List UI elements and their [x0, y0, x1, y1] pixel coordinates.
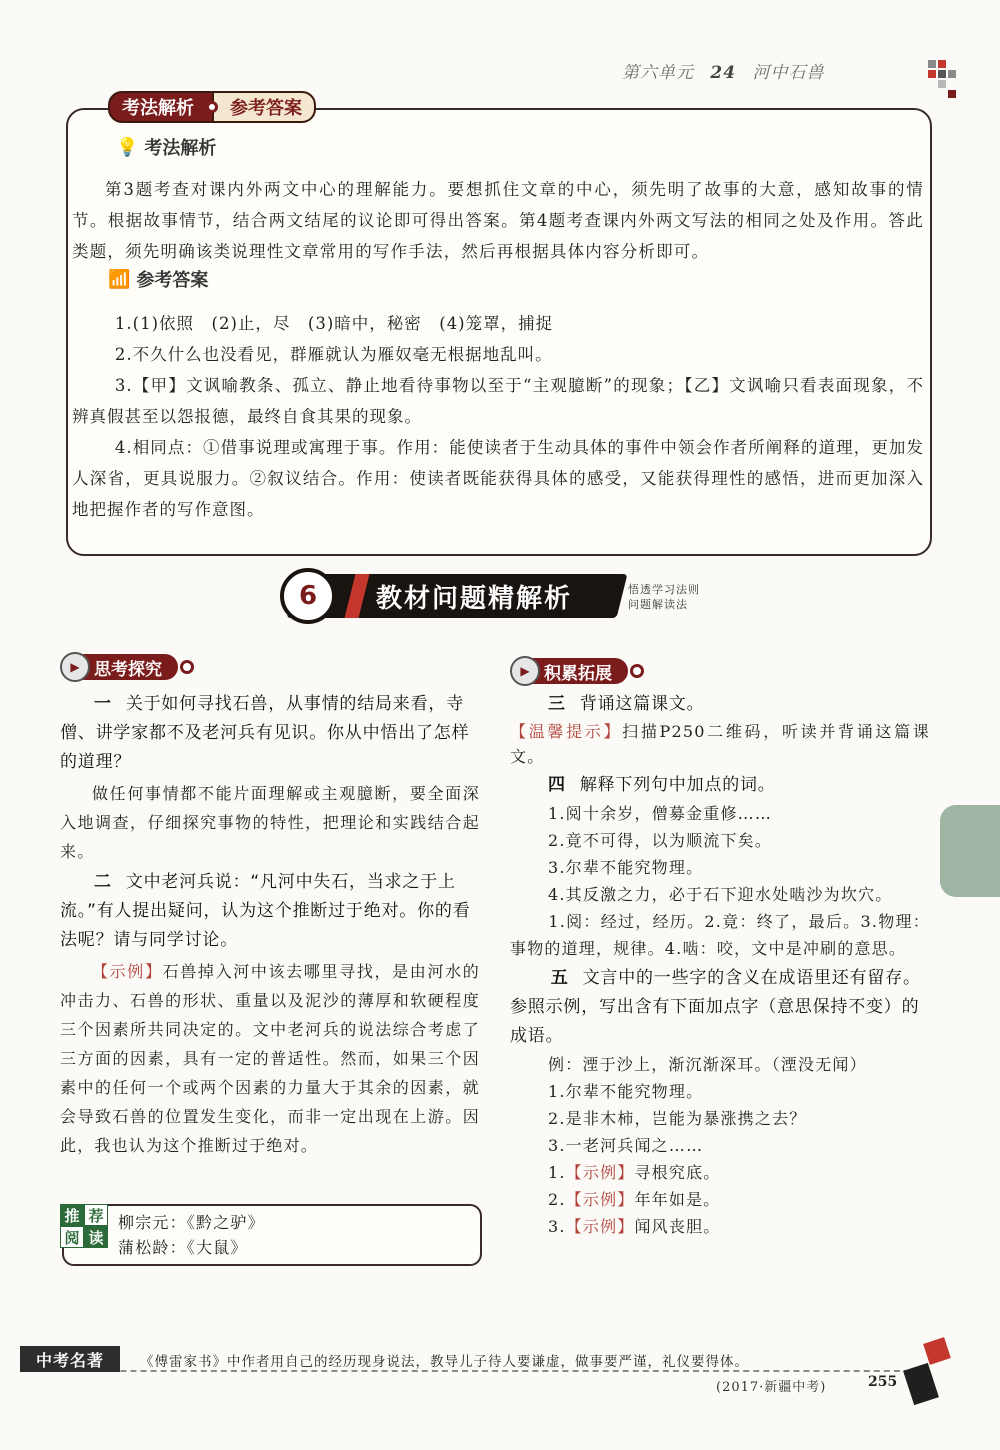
analysis-text: 第3题考查对课内外两文中心的理解能力。要想抓住文章的中心，须先明了故事的大意，感知故事的情节。根据故事情节，结合两文结尾的议论即可得出答案。第4题考查课内外两文写法的相同之处及作用。答此类题，须先明确该类说理性文章常用的写作手法，然后再根据具体内容分析即可。: [72, 180, 924, 261]
section-tag-accumulate: ▶ 积累拓展: [514, 656, 644, 686]
question-5-answer: 1.【示例】寻根究底。: [548, 1163, 721, 1182]
right-column-content: [510, 690, 930, 1240]
lightbulb-icon: 💡: [116, 136, 139, 158]
recommended-item: 柳宗元：《黔之驴》: [118, 1213, 265, 1232]
header-decoration: [948, 90, 956, 98]
corner-decoration: [903, 1363, 939, 1405]
lesson-number: 24: [710, 63, 737, 83]
banner-number: 6: [280, 568, 336, 624]
list-item: 3.尔辈不能究物理。: [548, 858, 704, 877]
section-banner: [272, 564, 712, 624]
recommended-reading-badge: 推 荐 阅 读: [60, 1204, 108, 1248]
footer-text: 《傅雷家书》中作者用自己的经历现身说法，教导儿子待人要谦虚，做事要严谨，礼仪要得体。: [140, 1354, 749, 1370]
question-3: 三 背诵这篇课文。: [548, 694, 705, 714]
lesson-title: 河中石兽: [752, 63, 825, 83]
page-number: 255: [868, 1374, 898, 1390]
corner-decoration: [923, 1337, 951, 1365]
tab-analysis: 考法解析: [108, 91, 214, 123]
example-label: 【示例】: [92, 962, 163, 981]
list-item: 2.是非木柿，岂能为暴涨携之去？: [548, 1109, 807, 1128]
left-column-content: [60, 690, 480, 1160]
answer-item: 1.(1)依照 (2)止，尽 (3)暗中，秘密 (4)笼罩，捕捉: [114, 314, 554, 333]
side-thumb-tab: [940, 805, 1000, 897]
banner-subtitle: 悟透学习法则 问题解读法: [628, 583, 700, 611]
answer-item: 2.不久什么也没看见，群雁就认为雁奴毫无根据地乱叫。: [114, 345, 553, 364]
header-decoration: [938, 80, 946, 88]
question-5-example: 例：湮于沙上，渐沉渐深耳。（湮没无闻）: [548, 1055, 867, 1074]
question-2-answer: 【示例】石兽掉入河中该去哪里寻找，是由河水的冲击力、石兽的形状、重量以及泥沙的薄厚和软硬程度三个因素所共同决定的。文中老河兵的说法综合考虑了三方面的因素，具有一定的普适性。然而，如果三个因素中的任何一个或两个因素的力量大于其余的因素，就会导致石兽的位置发生变化，而非一定出现在上游。因此，我也认为这个推断过于绝对。: [60, 962, 480, 1155]
signal-icon: 📶: [108, 268, 131, 290]
header-decoration: [928, 70, 936, 78]
question-2: 二 文中老河兵说：“凡河中失石，当求之于上流。”有人提出疑问，认为这个推断过于绝对。你的看法呢？请与同学讨论。: [60, 872, 471, 950]
answer-list: [72, 308, 924, 525]
tag-pin: [630, 664, 644, 678]
header-decoration: [938, 60, 946, 68]
question-5: 五 文言中的一些字的含义在成语里还有留存。参照示例，写出含有下面加点字（意思保持不变）的成语。: [510, 968, 921, 1046]
question-4: 四 解释下列句中加点的词。: [548, 775, 776, 795]
play-icon: ▶: [510, 656, 540, 686]
recommended-item: 蒲松龄：《大鼠》: [118, 1238, 248, 1257]
tab-answers: 参考答案: [212, 91, 316, 123]
question-5-answer: 2.【示例】年年如是。: [548, 1190, 721, 1209]
footer-badge: 中考名著: [20, 1346, 120, 1372]
question-3-hint: 【温馨提示】扫描P250二维码，听读并背诵这篇课文。: [510, 722, 931, 766]
section-tag-think: ▶ 思考探究: [64, 652, 194, 682]
footer-source: (2017·新疆中考): [716, 1380, 827, 1395]
answer-heading: 📶 参考答案: [108, 268, 209, 291]
list-item: 1.阅十余岁，僧募金重修……: [548, 804, 773, 823]
list-item: 1.尔辈不能究物理。: [548, 1082, 704, 1101]
running-header: [622, 58, 922, 88]
answer-item: 3.【甲】文讽喻教条、孤立、静止地看待事物以至于“主观臆断”的现象；【乙】文讽喻只看表面现象，不辨真假甚至以怨报德，最终自食其果的现象。: [72, 376, 924, 426]
play-icon: ▶: [60, 652, 90, 682]
question-5-answer: 3.【示例】闻风丧胆。: [548, 1217, 721, 1236]
list-item: 4.其反激之力，必于石下迎水处啮沙为坎穴。: [548, 885, 893, 904]
analysis-heading: 💡 考法解析: [116, 136, 217, 159]
header-decoration: [948, 70, 956, 78]
tag-pin: [180, 660, 194, 674]
question-4-answer: 1.阅：经过，经历。2.竟：终了，最后。3.物理：事物的道理，规律。4.啮：咬，文中是冲刷的意思。: [510, 912, 930, 958]
list-item: 3.一老河兵闻之……: [548, 1136, 704, 1155]
header-decoration: [928, 60, 936, 68]
hint-label: 【温馨提示】: [510, 722, 623, 741]
tab-divider-dot: [206, 101, 218, 113]
recommended-list: [118, 1210, 265, 1260]
unit-label: 第六单元: [622, 63, 694, 83]
question-1: 一 关于如何寻找石兽，从事情的结局来看，寺僧、讲学家都不及老河兵有见识。你从中悟出了怎样的道理？: [60, 694, 470, 772]
answer-box-tabs: [108, 90, 316, 124]
answer-item: 4.相同点：①借事说理或寓理于事。作用：能使读者于生动具体的事件中领会作者所阐释的道理，更加发人深省，更具说服力。②叙议结合。作用：使读者既能获得具体的感受，又能获得理性的感悟，进而更加深入地把握作者的写作意图。: [72, 438, 924, 519]
question-1-answer: 做任何事情都不能片面理解或主观臆断，要全面深入地调查，仔细探究事物的特性，把理论和实践结合起来。: [60, 784, 480, 861]
list-item: 2.竟不可得，以为顺流下矣。: [548, 831, 773, 850]
header-decoration: [938, 70, 946, 78]
banner-title: 教材问题精解析: [376, 584, 573, 614]
